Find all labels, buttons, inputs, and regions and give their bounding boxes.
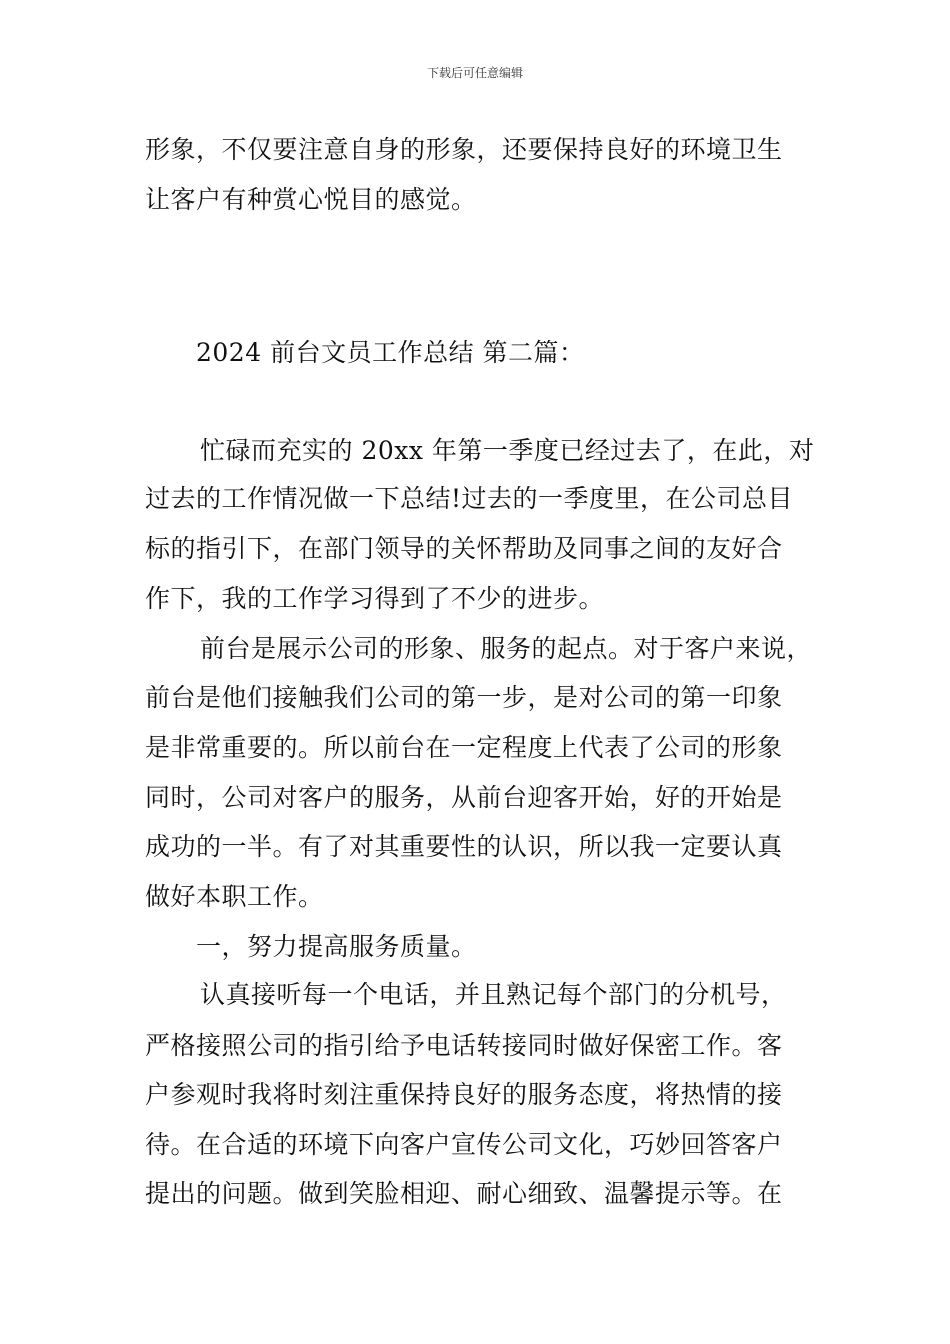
- text-line: 前台是他们接触我们公司的第一步，是对公司的第一印象: [145, 683, 783, 712]
- text-line: 认真接听每一个电话，并且熟记每个部门的分机号，: [200, 980, 787, 1009]
- text-line: 户参观时我将时刻注重保持良好的服务态度，将热情的接: [145, 1080, 783, 1109]
- section-title: 2024 前台文员工作总结 第二篇：: [196, 338, 585, 367]
- text-line: 形象，不仅要注意自身的形象，还要保持良好的环境卫生: [145, 135, 783, 164]
- text-line: 让客户有种赏心悦目的感觉。: [145, 185, 477, 214]
- text-line: 提出的问题。做到笑脸相迎、耐心细致、温馨提示等。在: [145, 1179, 783, 1208]
- section-heading: 一，努力提高服务质量。: [196, 932, 477, 961]
- page-header: 下载后可任意编辑: [426, 66, 523, 80]
- text-line: 过去的工作情况做一下总结!过去的一季度里，在公司总目: [145, 484, 794, 513]
- text-line: 待。在合适的环境下向客户宣传公司文化，巧妙回答客户: [145, 1130, 783, 1159]
- text-line: 严格接照公司的指引给予电话转接同时做好保密工作。客: [145, 1031, 783, 1060]
- text-line: 标的指引下，在部门领导的关怀帮助及同事之间的友好合: [145, 534, 783, 563]
- text-line: 作下，我的工作学习得到了不少的进步。: [145, 584, 605, 613]
- text-line: 做好本职工作。: [145, 882, 324, 911]
- text-line: 成功的一半。有了对其重要性的认识，所以我一定要认真: [145, 832, 783, 861]
- text-line: 忙碌而充实的 20xx 年第一季度已经过去了，在此，对: [200, 436, 815, 465]
- text-line: 前台是展示公司的形象、服务的起点。对于客户来说，: [200, 634, 813, 663]
- text-line: 是非常重要的。所以前台在一定程度上代表了公司的形象: [145, 733, 783, 762]
- text-line: 同时，公司对客户的服务，从前台迎客开始，好的开始是: [145, 783, 783, 812]
